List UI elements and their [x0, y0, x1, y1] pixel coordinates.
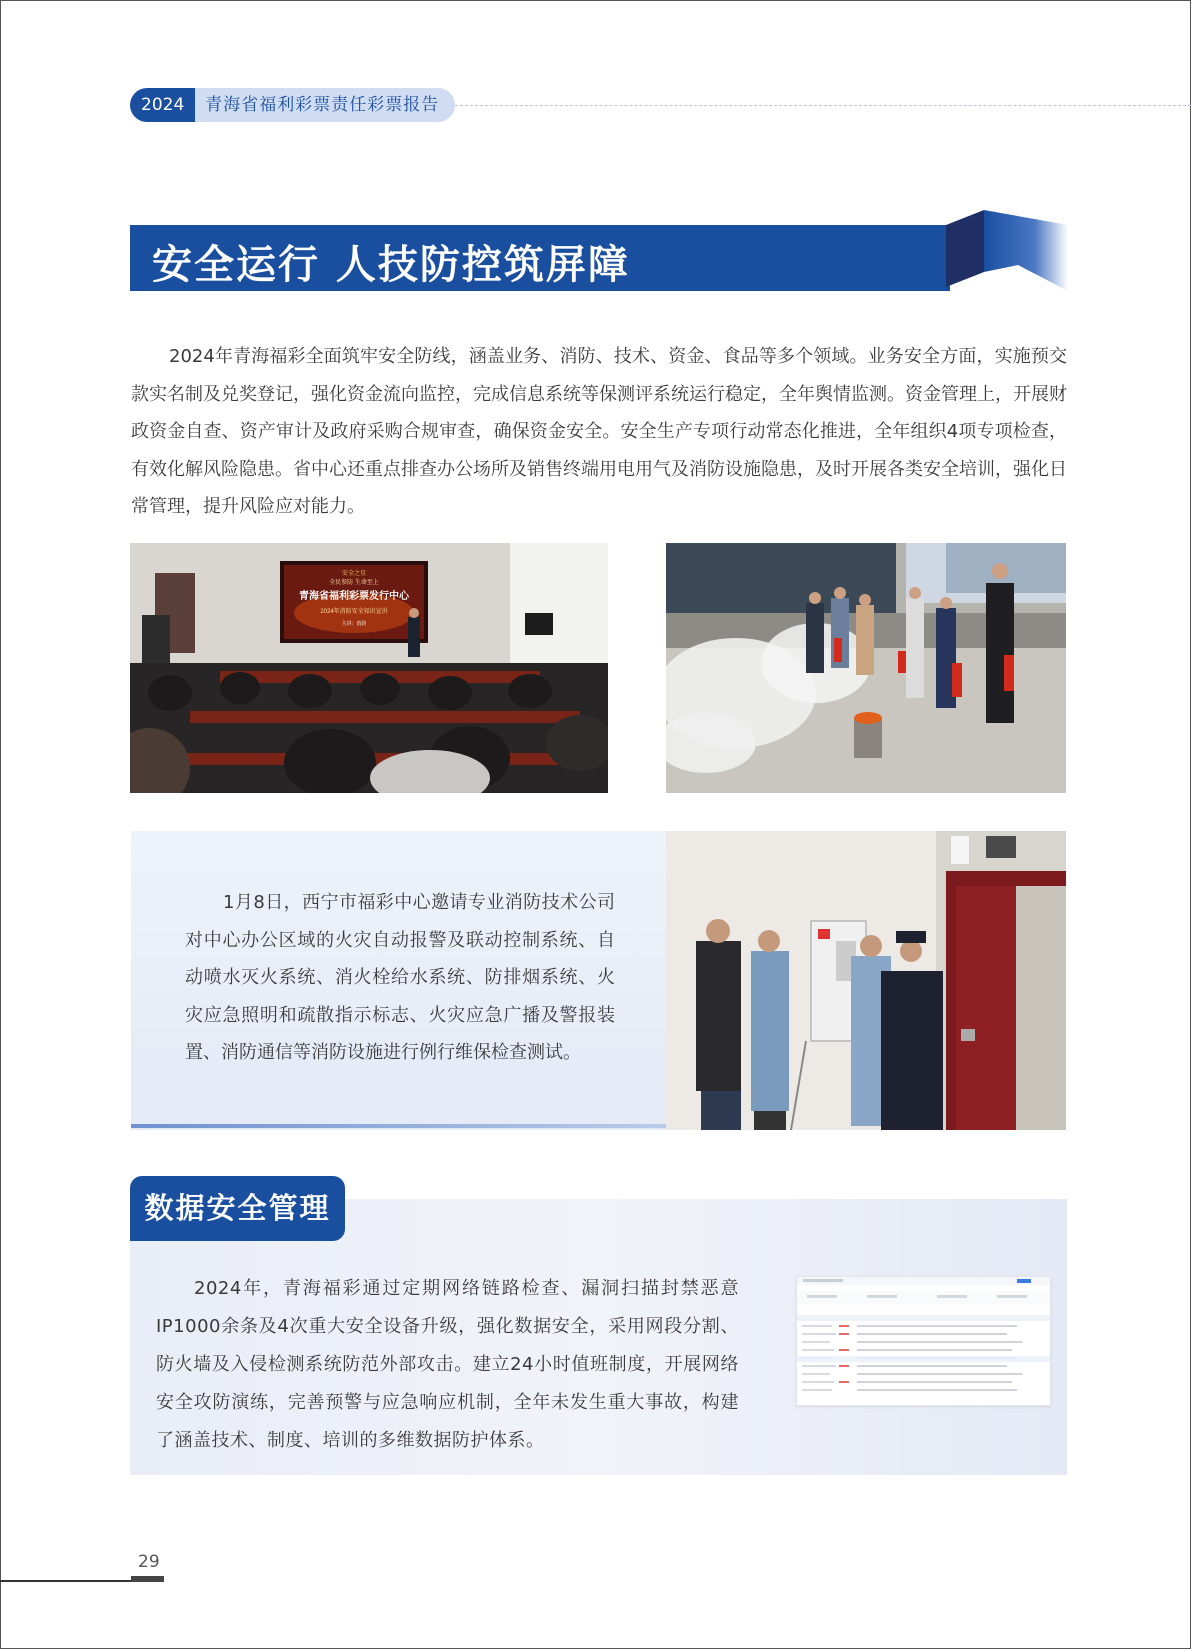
screen-line-1: 安全之星 [341, 571, 367, 577]
extinguisher-drill-photo [666, 543, 1066, 793]
screen-line-5: 主讲：消防 [341, 621, 367, 627]
header-year: 2024 [130, 88, 195, 122]
section-paragraph: 2024年青海福彩全面筑牢安全防线，涵盖业务、消防、技术、资金、食品等多个领域。业务安全方面，实施预交款实名制及兑奖登记，强化资金流向监控，完成信息系统等保测评系统运行稳定，全年舆情监测。资金管理上，开展财政资金自查、资产审计及政府采购合规审查，确保资金安全。安全生产专项行动常态化推进，全年组织4项专项检查，有效化解风险隐患。省中心还重点排查办公场所及销售终端用电用气及消防设施隐患，及时开展各类安全培训，强化日常管理，提升风险应对能力。 [131, 346, 1067, 517]
security-system-screenshot [796, 1276, 1051, 1406]
screen-line-2: 全民参防 生命至上 [329, 580, 379, 586]
data-security-paragraph: 2024年，青海福彩通过定期网络链路检查、漏洞扫描封禁恶意IP1000余条及4次重大安全设备升级，强化数据安全，采用网段分割、防火墙及入侵检测系统防范外部攻击。建立24小时值班制度，开展网络安全攻防演练，完善预警与应急响应机制，全年未发生重大事故，构建了涵盖技术、制度、培训的多维数据防护体系。 [156, 1278, 739, 1451]
footer-rule-accent [131, 1576, 164, 1582]
caption-underline [131, 1124, 666, 1128]
header-report-title: 青海省福利彩票责任彩票报告 [195, 88, 455, 122]
fire-safety-training-photo [130, 543, 608, 793]
data-security-tag: 数据安全管理 [130, 1176, 345, 1241]
screen-line-4: 2024年消防安全知识宣讲 [320, 609, 388, 615]
header-dashed-rule [455, 105, 1191, 106]
page-number: 29 [138, 1552, 160, 1572]
fire-alarm-inspection-photo [666, 831, 1066, 1130]
photo-caption: 1月8日，西宁市福彩中心邀请专业消防技术公司对中心办公区域的火灾自动报警及联动控制系统、自动喷水灭火系统、消火栓给水系统、防排烟系统、火灾应急照明和疏散指示标志、火灾应急广播及警报装置、消防通信等消防设施进行例行维保检查测试。 [185, 892, 615, 1063]
screen-line-3: 青海省福利彩票发行中心 [299, 591, 409, 602]
section-title: 安全运行 人技防控筑屏障 [152, 242, 630, 288]
report-header [130, 88, 455, 122]
section-banner [130, 225, 950, 291]
footer-rule [0, 1580, 131, 1582]
banner-ribbon-decoration [946, 210, 1068, 292]
